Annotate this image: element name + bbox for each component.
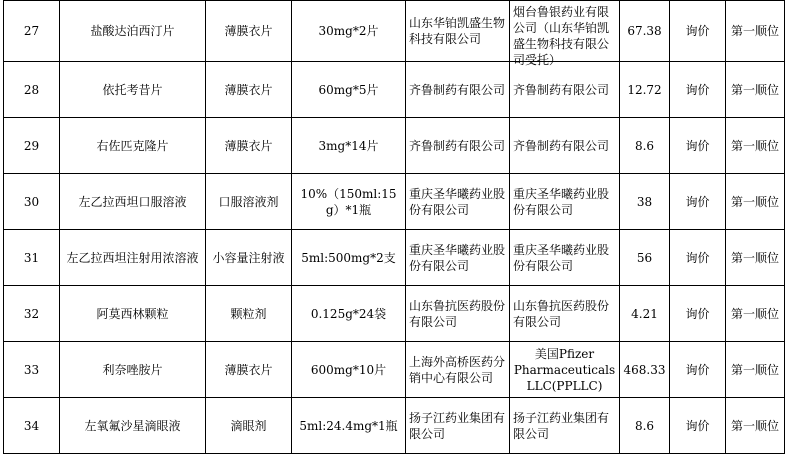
row-number: 29 [4, 118, 60, 174]
rank: 第一顺位 [726, 62, 785, 118]
row-number: 31 [4, 230, 60, 286]
specification: 30mg*2片 [292, 1, 406, 62]
applicant-company: 山东华铂凯盛生物科技有限公司 [406, 1, 510, 62]
specification: 600mg*10片 [292, 342, 406, 398]
row-number: 30 [4, 174, 60, 230]
drug-name: 右佐匹克隆片 [60, 118, 206, 174]
pricing-mode: 询价 [670, 398, 726, 454]
price: 38 [620, 174, 670, 230]
table-row [4, 1, 785, 62]
price: 8.6 [620, 118, 670, 174]
holder-company: 齐鲁制药有限公司 [510, 62, 620, 118]
price: 4.21 [620, 286, 670, 342]
dosage-form: 薄膜衣片 [206, 118, 292, 174]
price: 468.33 [620, 342, 670, 398]
pricing-mode: 询价 [670, 230, 726, 286]
rank: 第一顺位 [726, 342, 785, 398]
pricing-mode: 询价 [670, 286, 726, 342]
applicant-company: 扬子江药业集团有限公司 [406, 398, 510, 454]
holder-company: 重庆圣华曦药业股份有限公司 [510, 230, 620, 286]
applicant-company: 山东鲁抗医药股份有限公司 [406, 286, 510, 342]
drug-name: 左乙拉西坦注射用浓溶液 [60, 230, 206, 286]
applicant-company: 齐鲁制药有限公司 [406, 62, 510, 118]
dosage-form: 薄膜衣片 [206, 342, 292, 398]
price: 56 [620, 230, 670, 286]
pricing-mode: 询价 [670, 118, 726, 174]
dosage-form: 口服溶液剂 [206, 174, 292, 230]
specification: 3mg*14片 [292, 118, 406, 174]
holder-company [510, 1, 620, 67]
applicant-company: 上海外高桥医药分销中心有限公司 [406, 342, 510, 398]
holder-company-text: 烟台鲁银药业有限公司（山东华铂凯盛生物科技有限公司受托） [513, 5, 610, 67]
row-number: 33 [4, 342, 60, 398]
table-row [4, 118, 785, 174]
applicant-company: 重庆圣华曦药业股份有限公司 [406, 230, 510, 286]
applicant-company: 重庆圣华曦药业股份有限公司 [406, 174, 510, 230]
drug-name: 依托考昔片 [60, 62, 206, 118]
row-number: 34 [4, 398, 60, 454]
drug-name: 阿莫西林颗粒 [60, 286, 206, 342]
row-number: 27 [4, 1, 60, 62]
dosage-form: 薄膜衣片 [206, 62, 292, 118]
specification: 60mg*5片 [292, 62, 406, 118]
specification: 0.125g*24袋 [292, 286, 406, 342]
holder-company: 美国Pfizer Pharmaceuticals LLC(PPLLC) [510, 342, 620, 398]
table-row [4, 342, 785, 398]
price: 8.6 [620, 398, 670, 454]
rank: 第一顺位 [726, 286, 785, 342]
pricing-mode: 询价 [670, 174, 726, 230]
pricing-mode: 询价 [670, 342, 726, 398]
specification: 5ml:500mg*2支 [292, 230, 406, 286]
applicant-company: 齐鲁制药有限公司 [406, 118, 510, 174]
dosage-form: 小容量注射液 [206, 230, 292, 286]
drug-name: 利奈唑胺片 [60, 342, 206, 398]
pricing-mode: 询价 [670, 1, 726, 62]
drug-name: 左乙拉西坦口服溶液 [60, 174, 206, 230]
table-row [4, 286, 785, 342]
table-row [4, 174, 785, 230]
table-row [4, 230, 785, 286]
dosage-form: 颗粒剂 [206, 286, 292, 342]
row-number: 32 [4, 286, 60, 342]
rank: 第一顺位 [726, 118, 785, 174]
price: 67.38 [620, 1, 670, 62]
pricing-mode: 询价 [670, 62, 726, 118]
specification: 10%（150ml:15g）*1瓶 [292, 174, 406, 230]
drug-price-table [3, 0, 785, 454]
rank: 第一顺位 [726, 398, 785, 454]
drug-name: 左氧氟沙星滴眼液 [60, 398, 206, 454]
rank: 第一顺位 [726, 174, 785, 230]
holder-company: 重庆圣华曦药业股份有限公司 [510, 174, 620, 230]
price: 12.72 [620, 62, 670, 118]
specification: 5ml:24.4mg*1瓶 [292, 398, 406, 454]
holder-company: 山东鲁抗医药股份有限公司 [510, 286, 620, 342]
dosage-form: 滴眼剂 [206, 398, 292, 454]
holder-company: 扬子江药业集团有限公司 [510, 398, 620, 454]
rank: 第一顺位 [726, 1, 785, 62]
drug-name: 盐酸达泊西汀片 [60, 1, 206, 62]
holder-company: 齐鲁制药有限公司 [510, 118, 620, 174]
table-row [4, 62, 785, 118]
dosage-form: 薄膜衣片 [206, 1, 292, 62]
row-number: 28 [4, 62, 60, 118]
table-row [4, 398, 785, 454]
rank: 第一顺位 [726, 230, 785, 286]
